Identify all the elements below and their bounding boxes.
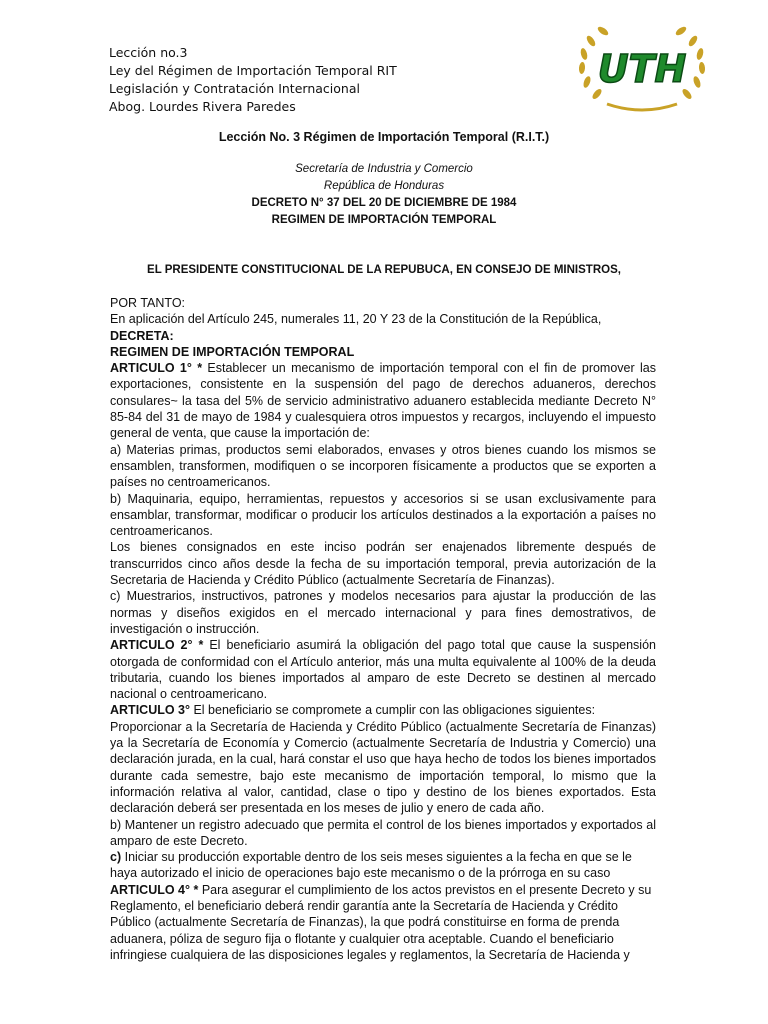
article-3-c-label: c): [110, 850, 122, 865]
article-3-c-text: Iniciar su producción exportable dentro de los seis meses siguientes a la fecha en que se le haya autorizado el inicio de operaciones bajo este mecanismo o de la prórroga en su caso: [110, 850, 632, 881]
article-3: [110, 702, 656, 718]
decree-regimen: REGIMEN DE IMPORTACIÓN TEMPORAL: [271, 214, 497, 226]
header-line-course: Legislación y Contratación Internacional: [109, 81, 360, 96]
header-line-author: Abog. Lourdes Rivera Paredes: [109, 99, 296, 114]
president-heading: EL PRESIDENTE CONSTITUCIONAL DE LA REPUBUCA, EN CONSEJO DE MINISTROS,: [147, 264, 621, 276]
article-2-text: El beneficiario asumirá la obligación del pago total que cause la suspensión otorgada de conformidad con el Artículo anterior, más una multa equivalente al 100% de la deuda tributaria, cuando los bienes importados al amparo de este Decreto se destinen al mercado nacional o centroamericano.: [110, 638, 656, 702]
regimen-heading: REGIMEN DE IMPORTACIÓN TEMPORAL: [110, 344, 355, 359]
article-4-label: ARTICULO 4° *: [110, 882, 199, 897]
header-line-law: Ley del Régimen de Importación Temporal RIT: [109, 63, 397, 78]
article-4: [110, 882, 656, 963]
article-4-text: Para asegurar el cumplimiento de los actos previstos en el presente Decreto y su Reglamento, el beneficiario deberá rendir garantía ante la Secretaría de Hacienda y Crédito Público (actualmente Secretaría de Finanzas), la que podrá constituirse en forma de prenda aduanera, póliza de seguro fija o flotante y cualquier otra aceptable. Cuando el beneficiario infringiese cualquiera de las disposiciones legales y reglamentos, la Secretaría de Hacienda y: [110, 882, 652, 962]
article-3-b: b) Mantener un registro adecuado que permita el control de los bienes importados y exportados al amparo de este Decreto.: [110, 817, 656, 848]
article-1-bienes: Los bienes consignados en este inciso podrán ser enajenados libremente después de transcurridos cinco años desde la fecha de su importación temporal, previa autorización de la Secretaria de Hacienda y Crédito Público (actualmente Secretaría de Finanzas).: [110, 540, 656, 588]
article-1-b: b) Maquinaria, equipo, herramientas, repuestos y accesorios si se usan exclusivamente para ensamblar, transformar, modificar o producir los artículos destinados a la exportación a países no centroamericanos.: [110, 491, 656, 539]
document-title: Lección No. 3 Régimen de Importación Temporal (R.I.T.): [218, 130, 550, 144]
decree-body: [110, 295, 656, 963]
issuer-republica: República de Honduras: [323, 180, 445, 192]
issuer-secretaria: Secretaría de Industria y Comercio: [295, 163, 473, 175]
article-1: [110, 360, 656, 441]
article-2-label: ARTICULO 2° *: [110, 638, 204, 653]
article-3-a: Proporcionar a la Secretaría de Hacienda y Crédito Público (actualmente Secretaría de Finanzas) ya la Secretaría de Economía y Comercio (actualmente Secretaría de Industria y Comercio) una declaración jurada, en la cual, hará constar el uso que haya hecho de todos los bienes importados durante cada semestre, bajo este mecanismo de importación temporal, lo mismo que la información relativa al valor, cantidad, clase o tipo y destino de los bienes exportados. Esta declaración deberá ser presentada en los meses de julio y enero de cada año.: [110, 719, 656, 816]
article-1-text: Establecer un mecanismo de importación temporal con el fin de promover las exportaciones, consistente en la suspensión del pago de derechos aduaneros, derechos consulares~ la tasa del 5% de servicio administrativo aduanero establecida mediante Decreto N° 85-84 del 31 de mayo de 1984 y cualesquiera otros impuestos y recargos, incluyendo el impuesto general de venta, que cause la importación de:: [110, 361, 656, 441]
article-3-text: El beneficiario se compromete a cumplir con las obligaciones siguientes:: [190, 703, 596, 718]
article-3-label: ARTICULO 3°: [110, 703, 190, 718]
article-1-c: c) Muestrarios, instructivos, patrones y modelos necesarios para ajustar la producción de las normas y diseños exigidos en el mercado internacional y para fines demostrativos, de investigación o instrucción.: [110, 589, 656, 636]
article-3-c: [110, 849, 656, 882]
por-tanto: POR TANTO:: [110, 296, 186, 310]
logo-text: UTH: [597, 47, 687, 91]
decreta-heading: DECRETA:: [110, 328, 174, 343]
article-2: [110, 637, 656, 702]
header-line-lesson: Lección no.3: [109, 45, 188, 60]
aplicacion-paragraph: En aplicación del Artículo 245, numerales 11, 20 Y 23 de la Constitución de la República,: [110, 312, 602, 327]
article-1-a: a) Materias primas, productos semi elaborados, envases y otros bienes cuando los mismos se ensamblen, transformen, modifiquen o se incorporen físicamente a productos que se exporten a países no centroamericanos.: [110, 442, 656, 490]
article-1-label: ARTICULO 1° *: [110, 361, 203, 376]
uth-logo: [567, 16, 717, 120]
lesson-header: [109, 44, 397, 116]
decree-number: DECRETO N° 37 DEL 20 DE DICIEMBRE DE 1984: [251, 197, 517, 209]
